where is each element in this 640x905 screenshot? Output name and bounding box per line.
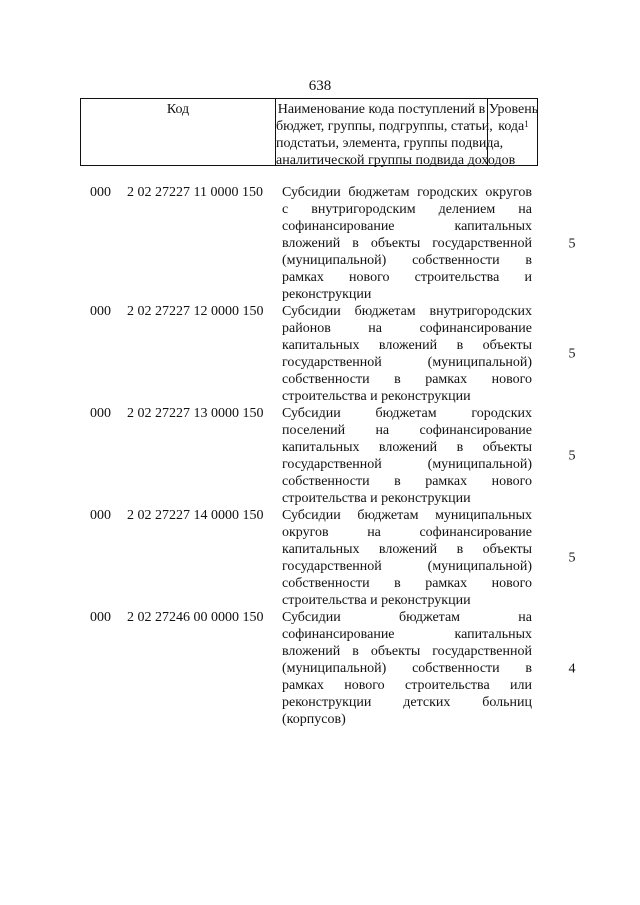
table-row	[0, 303, 640, 405]
row-name-line: софинансирование капитальных	[282, 219, 532, 234]
header-level-cell	[488, 99, 539, 165]
header-level-line: Уровень	[488, 102, 539, 117]
row-name-line: софинансирование капитальных	[282, 627, 532, 642]
row-revenue-code: 2 02 27227 14 0000 150	[127, 508, 264, 523]
row-name-line: капитальных вложений в объекты	[282, 542, 532, 557]
row-name-line: государственной (муниципальной)	[282, 457, 532, 472]
row-name-line: рамках нового строительства или	[282, 678, 532, 693]
row-name-line: строительства и реконструкции	[282, 593, 471, 608]
row-name-line: государственной (муниципальной)	[282, 559, 532, 574]
row-name-line: реконструкции	[282, 287, 372, 302]
row-name-line: поселений на софинансирование	[282, 423, 532, 438]
table-row	[0, 405, 640, 507]
row-name	[282, 184, 532, 303]
row-admin-code: 000	[90, 304, 111, 319]
page-number: 638	[308, 78, 332, 94]
row-name-line: вложений в объекты государственной	[282, 644, 532, 659]
row-name-line: строительства и реконструкции	[282, 491, 471, 506]
row-admin-code: 000	[90, 508, 111, 523]
row-name-line: рамках нового строительства и	[282, 270, 532, 285]
row-level: 4	[568, 661, 576, 676]
row-name-line: капитальных вложений в объекты	[282, 440, 532, 455]
row-level: 5	[568, 236, 576, 251]
row-level: 5	[568, 448, 576, 464]
table-row	[0, 184, 640, 303]
header-code-cell	[81, 99, 276, 165]
row-name-line: государственной (муниципальной)	[282, 355, 532, 370]
row-admin-code: 000	[90, 610, 111, 625]
header-name-line: бюджет, группы, подгруппы, статьи,	[276, 119, 493, 134]
table-body	[0, 184, 640, 728]
row-name-line: (муниципальной) собственности в	[282, 661, 532, 676]
row-name-line: Субсидии бюджетам городских округов	[282, 185, 532, 200]
row-name-line: собственности в рамках нового	[282, 372, 532, 387]
row-revenue-code: 2 02 27227 12 0000 150	[127, 304, 264, 319]
header-level-line	[488, 118, 539, 135]
row-level: 5	[568, 550, 576, 566]
footnote-marker: 1	[524, 119, 529, 129]
row-name-line: округов на софинансирование	[282, 525, 532, 540]
row-name-line: реконструкции детских больниц	[282, 695, 532, 710]
row-name	[282, 405, 532, 507]
row-name	[282, 507, 532, 609]
row-name-line: Субсидии бюджетам внутригородских	[282, 304, 532, 319]
row-revenue-code: 2 02 27227 11 0000 150	[127, 185, 263, 200]
row-name-line: капитальных вложений в объекты	[282, 338, 532, 353]
row-name-line: с внутригородским делением на	[282, 202, 532, 217]
row-revenue-code: 2 02 27227 13 0000 150	[127, 406, 264, 421]
row-name-line: собственности в рамках нового	[282, 474, 532, 489]
row-revenue-code: 2 02 27246 00 0000 150	[127, 610, 264, 625]
table-row	[0, 609, 640, 728]
table-row	[0, 507, 640, 609]
row-admin-code: 000	[90, 185, 111, 200]
row-name-line: строительства и реконструкции	[282, 389, 471, 404]
row-name-line: районов на софинансирование	[282, 321, 532, 336]
row-name-line: собственности в рамках нового	[282, 576, 532, 591]
row-name	[282, 303, 532, 405]
row-level: 5	[568, 346, 576, 362]
row-name-line: вложений в объекты государственной	[282, 236, 532, 251]
row-name	[282, 609, 532, 728]
row-name-line: Субсидии бюджетам муниципальных	[282, 508, 532, 523]
row-name-line: Субсидии бюджетам городских	[282, 406, 532, 421]
header-code-label: Код	[166, 102, 190, 117]
row-name-line: (муниципальной) собственности в	[282, 253, 532, 268]
row-admin-code: 000	[90, 406, 111, 421]
header-name-line: аналитической группы подвида доходов	[276, 153, 516, 168]
table-header	[80, 98, 538, 166]
header-name-line: Наименование кода поступлений в	[277, 102, 486, 117]
row-name-line: Субсидии бюджетам на	[282, 610, 532, 625]
header-level-word: кода	[498, 119, 525, 134]
row-name-line: (корпусов)	[282, 712, 346, 727]
header-name-line: подстатьи, элемента, группы подвида,	[276, 136, 504, 151]
